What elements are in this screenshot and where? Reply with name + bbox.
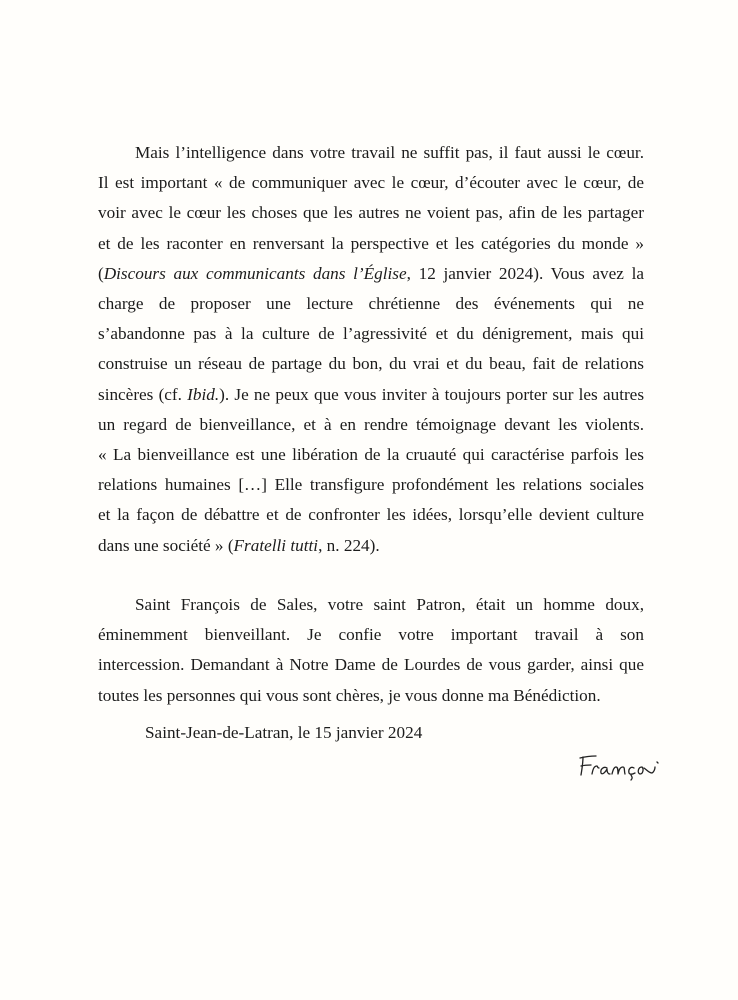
text-fragment: , n. 224). bbox=[318, 535, 380, 555]
date-line: Saint-Jean-de-Latran, le 15 janvier 2024 bbox=[145, 723, 423, 742]
citation-title: Fratelli tutti bbox=[233, 535, 319, 555]
text-line-citation bbox=[98, 531, 644, 561]
text-line: Saint François de Sales, votre saint Patron, était un homme doux, bbox=[135, 595, 644, 614]
text-line: Mais l’intelligence dans votre travail ne suffit pas, il faut aussi le cœur. bbox=[135, 143, 644, 162]
text-fragment: ). Je ne peux que vous inviter à toujours porter sur les autres bbox=[219, 384, 645, 404]
text-line: un regard de bienveillance, et à en rendre témoignage devant les violents. bbox=[98, 414, 644, 434]
text-line: charge de proposer une lecture chrétienne des événements qui ne bbox=[98, 294, 644, 314]
paragraph-2 bbox=[98, 590, 644, 711]
text-fragment: sincères (cf. bbox=[98, 384, 188, 404]
text-line: et de les raconter en renversant la perspective et les catégories du monde » bbox=[98, 233, 644, 253]
text-line: éminemment bienveillant. Je confie votre important travail à son bbox=[98, 625, 644, 645]
citation-title: Discours aux communicants dans l’Église bbox=[103, 263, 407, 283]
text-line-citation bbox=[98, 259, 644, 289]
text-line: s’abandonne pas à la culture de l’agressivité et du dénigrement, mais qui bbox=[98, 324, 644, 344]
text-line: « La bienveillance est une libération de la cruauté qui caractérise parfois les bbox=[98, 445, 644, 465]
text-fragment: ( bbox=[98, 263, 104, 283]
text-line: relations humaines […] Elle transfigure profondément les relations sociales bbox=[98, 475, 644, 495]
text-line: Il est important « de communiquer avec le cœur, d’écouter avec le cœur, de bbox=[98, 173, 644, 193]
text-line-ibid bbox=[98, 380, 644, 410]
text-line: construise un réseau de partage du bon, du vrai et du beau, fait de relations bbox=[98, 354, 644, 374]
text-fragment: dans une société » ( bbox=[98, 535, 234, 555]
ibid-reference: Ibid. bbox=[187, 384, 220, 404]
signature-image bbox=[574, 748, 664, 784]
text-line: et la façon de débattre et de confronter les idées, lorsqu’elle devient culture bbox=[98, 505, 644, 525]
text-line: intercession. Demandant à Notre Dame de Lourdes de vous garder, ainsi que bbox=[98, 655, 644, 675]
text-line: voir avec le cœur les choses que les autres ne voient pas, afin de les partager bbox=[98, 203, 644, 223]
text-line: toutes les personnes qui vous sont chères, je vous donne ma Bénédiction. bbox=[98, 685, 601, 705]
text-fragment: , 12 janvier 2024). Vous avez la bbox=[406, 263, 644, 283]
paragraph-1 bbox=[98, 138, 644, 561]
